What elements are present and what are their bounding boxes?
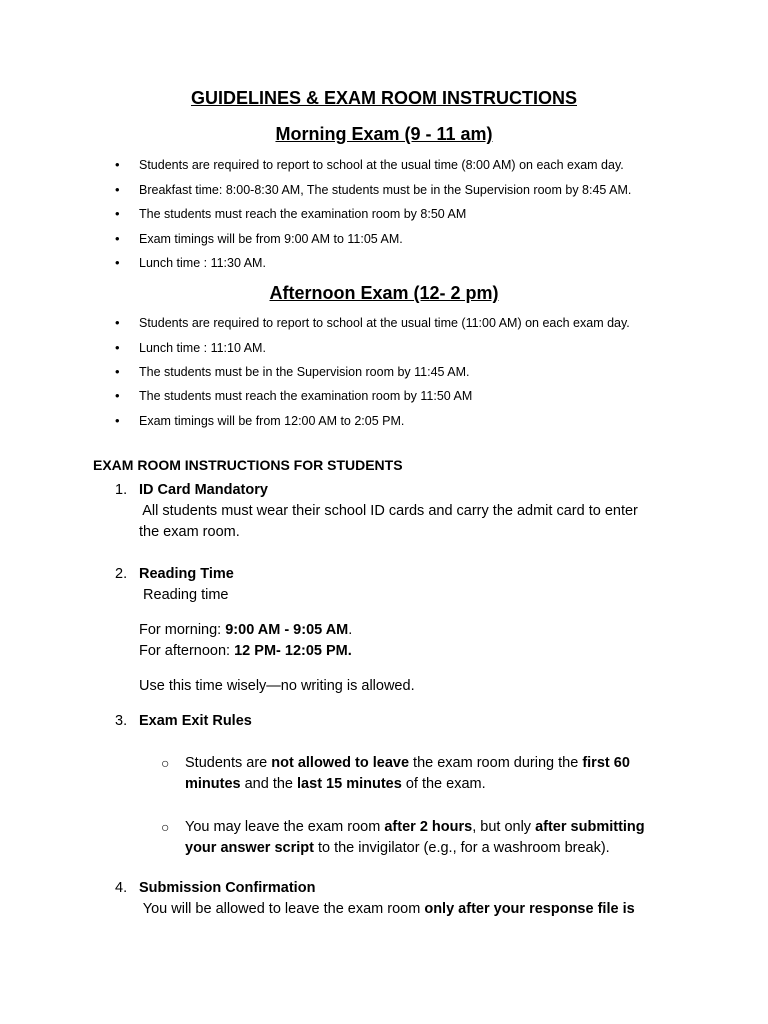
item-title: Reading Time (139, 566, 234, 582)
t: not allowed to leave (271, 755, 410, 771)
t: only after your response file is (424, 901, 635, 917)
list-item: • Exam timings will be from 9:00 AM to 11:05 AM. (139, 232, 403, 246)
list-item: • Breakfast time: 8:00-8:30 AM, The students must be in the Supervision room by 8:45 AM. (139, 183, 631, 197)
item-title: Exam Exit Rules (139, 713, 252, 729)
t: , but only (472, 819, 536, 835)
item-title: Submission Confirmation (139, 880, 316, 896)
t: after submitting (535, 819, 645, 835)
instructions-heading: EXAM ROOM INSTRUCTIONS FOR STUDENTS (93, 457, 403, 473)
list-item: • Students are required to report to school at the usual time (8:00 AM) on each exam day. (139, 158, 624, 172)
morning-exam-heading: Morning Exam (9 - 11 am) (275, 124, 493, 144)
list-item: • Lunch time : 11:10 AM. (139, 341, 266, 355)
circle-bullet-icon: ○ (161, 755, 170, 771)
t: first 60 (582, 755, 630, 771)
t: minutes (185, 776, 241, 792)
item-text (139, 901, 635, 917)
rule-text (185, 755, 630, 771)
rule-text (185, 776, 486, 792)
list-item: • Exam timings will be from 12:00 AM to 2:05 PM. (139, 414, 404, 428)
item-number: 1. (115, 482, 128, 498)
list-item: • Lunch time : 11:30 AM. (139, 256, 266, 270)
rule-text (185, 840, 610, 856)
reading-time-morning (139, 622, 352, 638)
circle-bullet-icon: ○ (161, 819, 170, 835)
list-item: • The students must be in the Supervision room by 11:45 AM. (139, 365, 470, 379)
afternoon-exam-heading: Afternoon Exam (12- 2 pm) (269, 283, 499, 303)
t: your answer script (185, 840, 314, 856)
list-item: • The students must reach the examination room by 11:50 AM (139, 389, 472, 403)
label: For afternoon: (139, 643, 235, 659)
item-text: Reading time (139, 587, 229, 603)
item-title: ID Card Mandatory (139, 482, 268, 498)
time-value: 9:00 AM - 9:05 AM (225, 622, 349, 638)
t: of the exam. (401, 776, 486, 792)
label: For morning: (139, 622, 226, 638)
item-number: 4. (115, 880, 128, 896)
item-number: 3. (115, 713, 128, 729)
item-text: the exam room. (139, 524, 240, 540)
item-number: 2. (115, 566, 128, 582)
reading-time-afternoon (139, 643, 352, 659)
punct: . (348, 622, 353, 638)
document-title: GUIDELINES & EXAM ROOM INSTRUCTIONS (190, 88, 577, 108)
t: You will be allowed to leave the exam room (139, 901, 425, 917)
time-value: 12 PM- 12:05 PM. (234, 643, 352, 659)
t: the exam room during the (409, 755, 583, 771)
t: You may leave the exam room (185, 819, 385, 835)
t: after 2 hours (384, 819, 473, 835)
t: and the (240, 776, 298, 792)
rule-text (185, 819, 645, 835)
list-item: • Students are required to report to school at the usual time (11:00 AM) on each exam day. (139, 316, 630, 330)
t: Students are (185, 755, 272, 771)
t: last 15 minutes (297, 776, 402, 792)
item-text: Use this time wisely—no writing is allowed. (139, 678, 415, 694)
list-item: • The students must reach the examination room by 8:50 AM (139, 207, 466, 221)
t: to the invigilator (e.g., for a washroom break). (313, 840, 610, 856)
item-text: All students must wear their school ID cards and carry the admit card to enter (139, 503, 638, 519)
